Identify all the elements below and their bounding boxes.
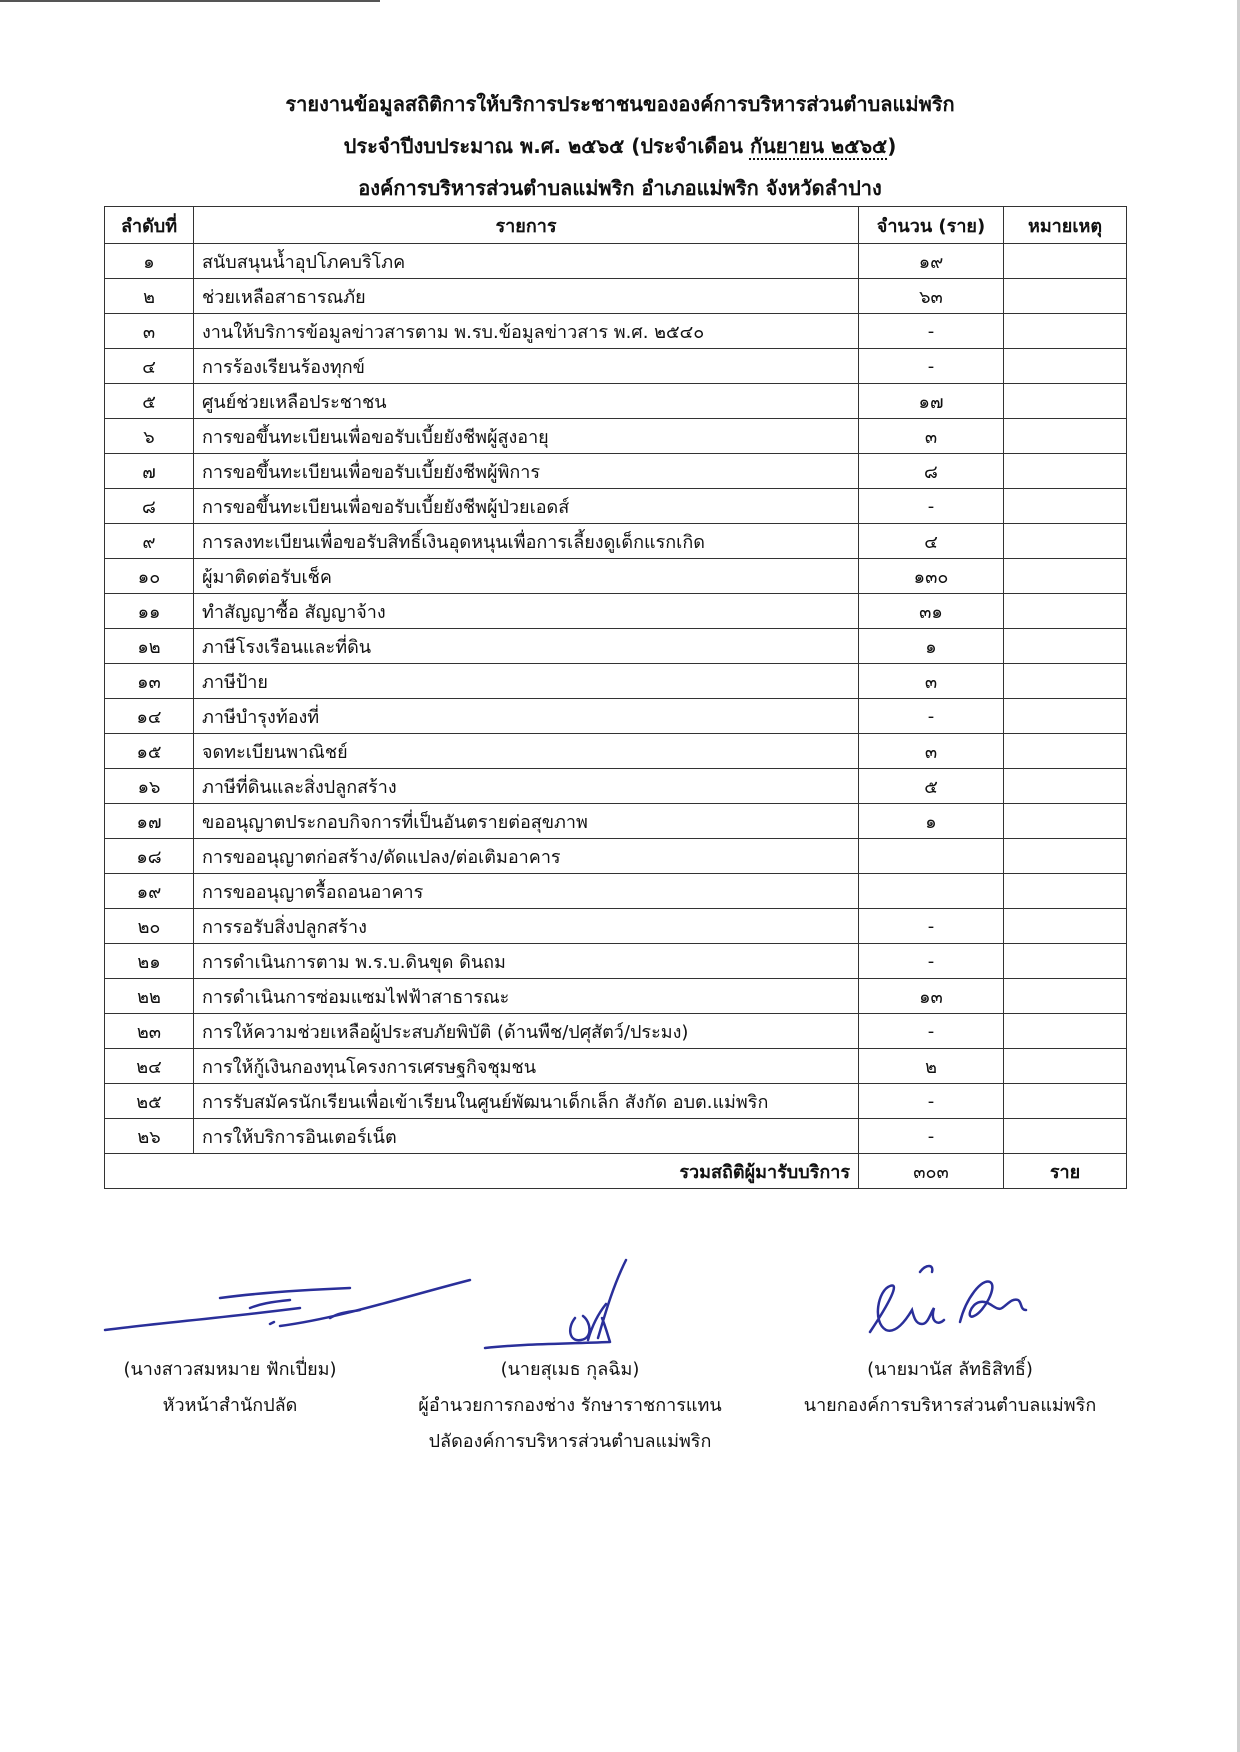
row-item: การดำเนินการซ่อมแซมไฟฟ้าสาธารณะ	[194, 979, 859, 1014]
table-row	[105, 524, 1127, 559]
row-note	[1004, 909, 1127, 944]
row-note	[1004, 1014, 1127, 1049]
table-row	[105, 629, 1127, 664]
row-note	[1004, 279, 1127, 314]
row-note	[1004, 559, 1127, 594]
total-unit: ราย	[1004, 1154, 1127, 1189]
col-header-item: รายการ	[194, 207, 859, 244]
table-row	[105, 384, 1127, 419]
table-row	[105, 839, 1127, 874]
row-item: การขออนุญาตก่อสร้าง/ดัดแปลง/ต่อเติมอาคาร	[194, 839, 859, 874]
table-row	[105, 769, 1127, 804]
row-count: -	[859, 489, 1004, 524]
row-no: ๒๖	[105, 1119, 194, 1154]
row-no: ๑๙	[105, 874, 194, 909]
statistics-table	[104, 206, 1127, 1189]
signature-3-image	[860, 1262, 1060, 1342]
row-item: งานให้บริการข้อมูลข่าวสารตาม พ.รบ.ข้อมูลข่าวสาร พ.ศ. ๒๕๔๐	[194, 314, 859, 349]
table-row	[105, 734, 1127, 769]
row-note	[1004, 244, 1127, 279]
row-no: ๑๑	[105, 594, 194, 629]
row-item: จดทะเบียนพาณิชย์	[194, 734, 859, 769]
signatory-3-name: (นายมานัส ลัทธิสิทธิ์)	[867, 1359, 1033, 1380]
report-period-prefix: ประจำปีงบประมาณ พ.ศ. ๒๕๖๕ (ประจำเดือน	[343, 134, 743, 158]
table-row	[105, 419, 1127, 454]
report-period	[0, 130, 1240, 162]
table-row	[105, 699, 1127, 734]
row-item: การขอขึ้นทะเบียนเพื่อขอรับเบี้ยยังชีพผู้ป่วยเอดส์	[194, 489, 859, 524]
row-note	[1004, 699, 1127, 734]
row-note	[1004, 454, 1127, 489]
row-item: การให้บริการอินเตอร์เน็ต	[194, 1119, 859, 1154]
row-note	[1004, 839, 1127, 874]
row-no: ๒๒	[105, 979, 194, 1014]
table-header-row	[105, 207, 1127, 244]
report-organization: องค์การบริหารส่วนตำบลแม่พริก อำเภอแม่พริก จังหวัดลำปาง	[358, 176, 882, 200]
row-item: ช่วยเหลือสาธารณภัย	[194, 279, 859, 314]
row-no: ๒๔	[105, 1049, 194, 1084]
row-item: สนับสนุนน้ำอุปโภคบริโภค	[194, 244, 859, 279]
row-count: -	[859, 1084, 1004, 1119]
row-item: ภาษีป้าย	[194, 664, 859, 699]
signatory-2-name: (นายสุเมธ กุลฉิม)	[500, 1359, 640, 1380]
row-no: ๑๒	[105, 629, 194, 664]
table-row	[105, 454, 1127, 489]
row-note	[1004, 1119, 1127, 1154]
table-row	[105, 489, 1127, 524]
signatory-1-title: หัวหน้าสำนักปลัด	[162, 1395, 298, 1416]
row-no: ๘	[105, 489, 194, 524]
row-no: ๑๗	[105, 804, 194, 839]
row-item: ภาษีโรงเรือนและที่ดิน	[194, 629, 859, 664]
row-note	[1004, 979, 1127, 1014]
row-count: -	[859, 349, 1004, 384]
row-item: การขอขึ้นทะเบียนเพื่อขอรับเบี้ยยังชีพผู้พิการ	[194, 454, 859, 489]
row-no: ๕	[105, 384, 194, 419]
table-row	[105, 314, 1127, 349]
row-item: ศูนย์ช่วยเหลือประชาชน	[194, 384, 859, 419]
row-count: ๓	[859, 419, 1004, 454]
table-row	[105, 244, 1127, 279]
signatory-2	[400, 1352, 740, 1460]
table-row	[105, 874, 1127, 909]
row-no: ๒๕	[105, 1084, 194, 1119]
table-row	[105, 1014, 1127, 1049]
row-count: ๑	[859, 629, 1004, 664]
row-no: ๑๐	[105, 559, 194, 594]
row-item: ภาษีบำรุงท้องที่	[194, 699, 859, 734]
row-item: การรอรับสิ่งปลูกสร้าง	[194, 909, 859, 944]
row-note	[1004, 384, 1127, 419]
row-item: ผู้มาติดต่อรับเช็ค	[194, 559, 859, 594]
row-count: -	[859, 909, 1004, 944]
signature-2-image	[480, 1258, 660, 1358]
row-item: การรับสมัครนักเรียนเพื่อเข้าเรียนในศูนย์พัฒนาเด็กเล็ก สังกัด อบต.แม่พริก	[194, 1084, 859, 1119]
row-count: ๓๑	[859, 594, 1004, 629]
row-no: ๗	[105, 454, 194, 489]
row-note	[1004, 594, 1127, 629]
row-note	[1004, 1049, 1127, 1084]
row-note	[1004, 629, 1127, 664]
row-item: การให้กู้เงินกองทุนโครงการเศรษฐกิจชุมชน	[194, 1049, 859, 1084]
row-no: ๙	[105, 524, 194, 559]
table-row	[105, 909, 1127, 944]
row-count: ๑๓๐	[859, 559, 1004, 594]
row-item: การดำเนินการตาม พ.ร.บ.ดินขุด ดินถม	[194, 944, 859, 979]
row-no: ๑๓	[105, 664, 194, 699]
signatory-2-title-line2: ปลัดองค์การบริหารส่วนตำบลแม่พริก	[428, 1431, 712, 1452]
row-note	[1004, 664, 1127, 699]
row-count: ๑๓	[859, 979, 1004, 1014]
row-note	[1004, 419, 1127, 454]
report-month: กันยายน ๒๕๖๕	[749, 134, 888, 158]
row-count: ๘	[859, 454, 1004, 489]
row-count: -	[859, 1014, 1004, 1049]
row-no: ๖	[105, 419, 194, 454]
table-row	[105, 279, 1127, 314]
table-row	[105, 804, 1127, 839]
row-item: การขออนุญาตรื้อถอนอาคาร	[194, 874, 859, 909]
row-note	[1004, 874, 1127, 909]
table-body	[105, 244, 1127, 1154]
row-count: -	[859, 699, 1004, 734]
row-count: ๕	[859, 769, 1004, 804]
total-value: ๓๐๓	[859, 1154, 1004, 1189]
row-item: การให้ความช่วยเหลือผู้ประสบภัยพิบัติ (ด้านพืช/ปศุสัตว์/ประมง)	[194, 1014, 859, 1049]
row-no: ๑	[105, 244, 194, 279]
row-count: ๖๓	[859, 279, 1004, 314]
table-row	[105, 559, 1127, 594]
row-count: ๔	[859, 524, 1004, 559]
signatory-1-name: (นางสาวสมหมาย ฟักเปี่ยม)	[123, 1359, 337, 1380]
col-header-no: ลำดับที่	[105, 207, 194, 244]
row-count: ๑๙	[859, 244, 1004, 279]
row-note	[1004, 524, 1127, 559]
row-no: ๔	[105, 349, 194, 384]
table-row	[105, 664, 1127, 699]
row-no: ๓	[105, 314, 194, 349]
row-count	[859, 839, 1004, 874]
row-count: ๓	[859, 664, 1004, 699]
total-label: รวมสถิติผู้มารับบริการ	[105, 1154, 859, 1189]
row-note	[1004, 769, 1127, 804]
row-item: ทำสัญญาซื้อ สัญญาจ้าง	[194, 594, 859, 629]
report-period-suffix: )	[887, 134, 897, 158]
table-row	[105, 1084, 1127, 1119]
signatory-2-title-line1: ผู้อำนวยการกองช่าง รักษาราชการแทน	[418, 1395, 722, 1416]
row-count: -	[859, 1119, 1004, 1154]
table-row	[105, 1119, 1127, 1154]
row-no: ๑๖	[105, 769, 194, 804]
row-item: ภาษีที่ดินและสิ่งปลูกสร้าง	[194, 769, 859, 804]
row-note	[1004, 1084, 1127, 1119]
row-item: การลงทะเบียนเพื่อขอรับสิทธิ์เงินอุดหนุนเพื่อการเลี้ยงดูเด็กแรกเกิด	[194, 524, 859, 559]
row-count: ๑๗	[859, 384, 1004, 419]
table-row	[105, 979, 1127, 1014]
signatory-3-title: นายกองค์การบริหารส่วนตำบลแม่พริก	[803, 1395, 1097, 1416]
row-note	[1004, 804, 1127, 839]
col-header-count: จำนวน (ราย)	[859, 207, 1004, 244]
table-row	[105, 594, 1127, 629]
row-note	[1004, 349, 1127, 384]
row-count: ๒	[859, 1049, 1004, 1084]
col-header-note: หมายเหตุ	[1004, 207, 1127, 244]
row-no: ๑๕	[105, 734, 194, 769]
row-count	[859, 874, 1004, 909]
row-note	[1004, 944, 1127, 979]
table-row	[105, 1049, 1127, 1084]
row-item: ขออนุญาตประกอบกิจการที่เป็นอันตรายต่อสุขภาพ	[194, 804, 859, 839]
row-no: ๒	[105, 279, 194, 314]
row-note	[1004, 489, 1127, 524]
row-note	[1004, 314, 1127, 349]
row-no: ๒๐	[105, 909, 194, 944]
row-count: -	[859, 314, 1004, 349]
row-count: -	[859, 944, 1004, 979]
signatory-3	[780, 1352, 1120, 1424]
row-no: ๑๘	[105, 839, 194, 874]
scan-edge-line	[0, 0, 380, 2]
row-no: ๒๓	[105, 1014, 194, 1049]
row-item: การร้องเรียนร้องทุกข์	[194, 349, 859, 384]
signature-1-image	[100, 1268, 480, 1338]
row-count: ๑	[859, 804, 1004, 839]
table-row	[105, 944, 1127, 979]
row-count: ๓	[859, 734, 1004, 769]
row-item: การขอขึ้นทะเบียนเพื่อขอรับเบี้ยยังชีพผู้สูงอายุ	[194, 419, 859, 454]
row-note	[1004, 734, 1127, 769]
report-title: รายงานข้อมูลสถิติการให้บริการประชาชนขององค์การบริหารส่วนตำบลแม่พริก	[285, 92, 955, 116]
row-no: ๒๑	[105, 944, 194, 979]
table-row	[105, 349, 1127, 384]
total-row	[105, 1154, 1127, 1189]
row-no: ๑๔	[105, 699, 194, 734]
signatory-1	[60, 1352, 400, 1424]
